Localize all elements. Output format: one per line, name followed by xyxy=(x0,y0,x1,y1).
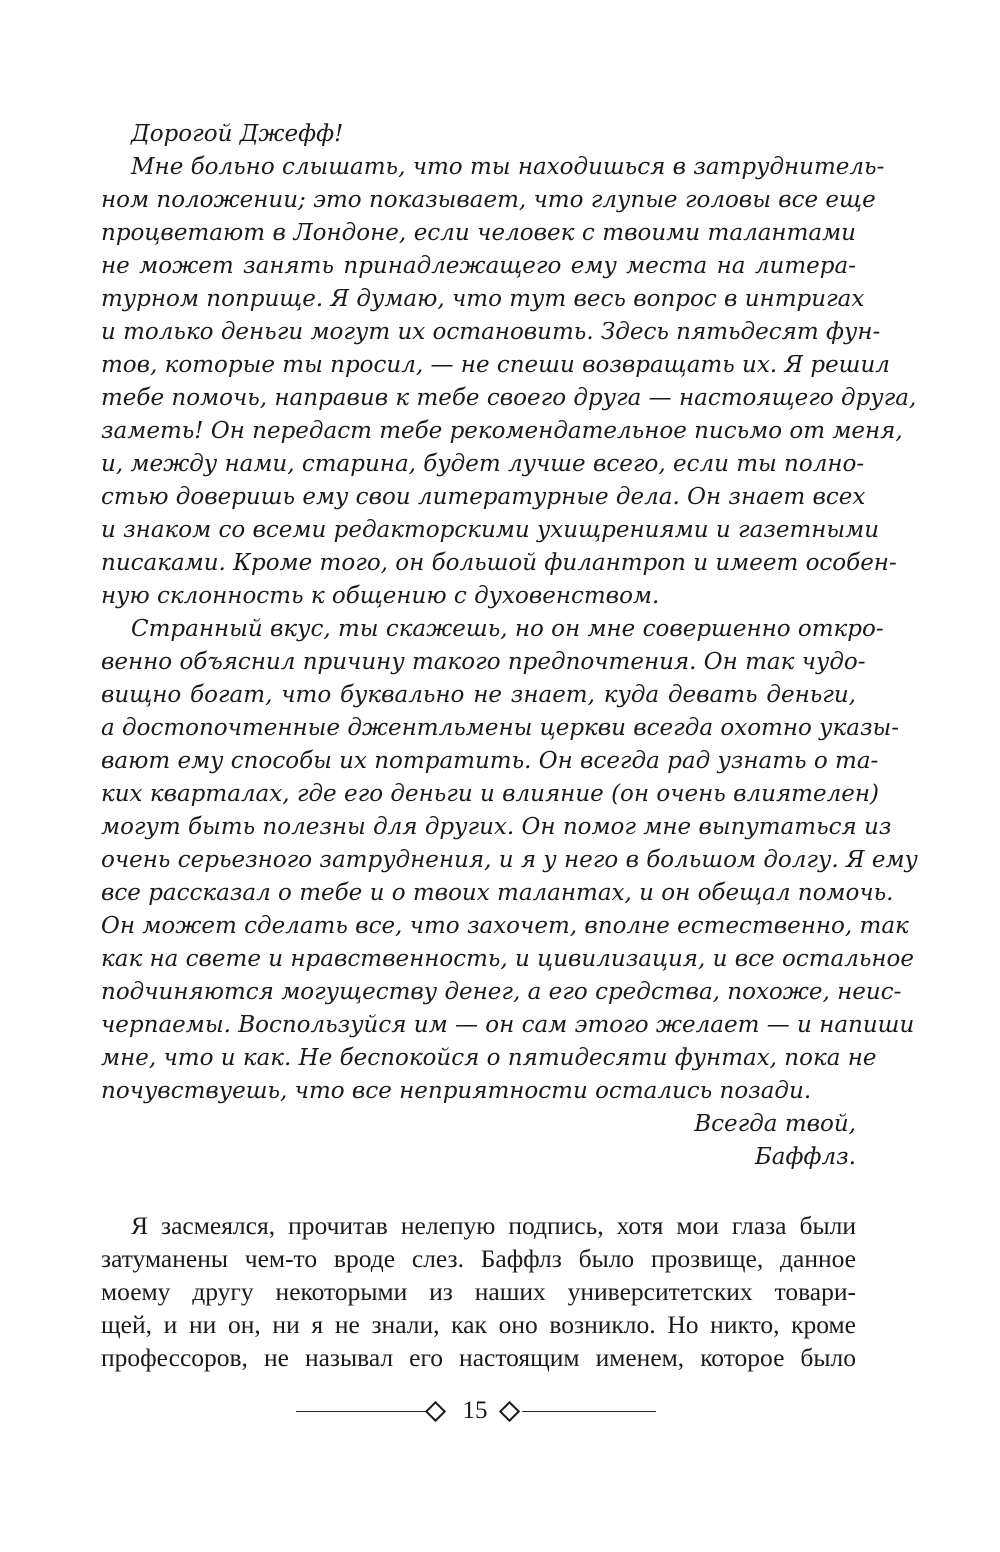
text-line: профессоров, не называл его настоящим именем, которое было xyxy=(101,1343,856,1372)
text-line: венно объяснил причину такого предпочтения. Он так чудо- xyxy=(101,649,866,675)
text-line: стью доверишь ему свои литературные дела. Он знает всех xyxy=(101,484,866,510)
letter-closing: Всегда твой, xyxy=(694,1111,856,1137)
letter-paragraph-1 xyxy=(101,151,917,613)
text-line: тов, которые ты просил, — не спеши возвращать их. Я решил xyxy=(101,352,890,378)
text-line: Странный вкус, ты скажешь, но он мне совершенно откро- xyxy=(131,616,884,642)
text-line: моему другу некоторыми из наших университетских товари- xyxy=(101,1277,856,1306)
text-line: мне, что и как. Не беспокойся о пятидесяти фунтах, пока не xyxy=(101,1045,877,1071)
page-footer xyxy=(0,1394,1000,1430)
text-line: затуманены чем-то вроде слез. Баффлз было прозвище, данное xyxy=(101,1244,856,1273)
text-line: процветают в Лондоне, если человек с твоими талантами xyxy=(101,220,856,246)
text-line: очень серьезного затруднения, и я у него в большом долгу. Я ему xyxy=(101,847,918,873)
text-line: ких кварталах, где его деньги и влияние (он очень влиятелен) xyxy=(101,781,879,807)
text-line: щей, и ни он, ни я не знали, как оно возникло. Но никто, кроме xyxy=(101,1310,856,1339)
text-line: почувствуешь, что все неприятности остались позади. xyxy=(101,1078,812,1104)
text-line: писаками. Кроме того, он большой филантроп и имеет особен- xyxy=(101,550,897,576)
footer-rule-right xyxy=(522,1411,656,1412)
text-line: и, между нами, старина, будет лучше всего, если ты полно- xyxy=(101,451,865,477)
text-line: ную склонность к общению с духовенством. xyxy=(101,583,660,609)
text-line: и только деньги могут их остановить. Здесь пятьдесят фун- xyxy=(101,319,881,345)
letter-signature: Баффлз. xyxy=(754,1144,856,1170)
text-line: как на свете и нравственность, и цивилизация, и все остальное xyxy=(101,946,914,972)
text-line: Он может сделать все, что захочет, вполне естественно, так xyxy=(101,913,909,939)
footer-rule-left xyxy=(296,1411,426,1412)
narrative-paragraph xyxy=(101,1209,856,1374)
text-line: могут быть полезны для других. Он помог мне выпутаться из xyxy=(101,814,892,840)
page-number: 15 xyxy=(462,1397,488,1424)
diamond-ornament-icon xyxy=(425,1401,446,1422)
text-line: Я засмеялся, прочитав нелепую подпись, хотя мои глаза были xyxy=(131,1211,856,1240)
page-text xyxy=(101,118,918,1374)
text-line: а достопочтенные джентльмены церкви всегда охотно указы- xyxy=(101,715,900,741)
text-line: турном поприще. Я думаю, что тут весь вопрос в интригах xyxy=(101,286,865,312)
text-line: вают ему способы их потратить. Он всегда рад узнать о та- xyxy=(101,748,879,774)
text-line: тебе помочь, направив к тебе своего друга — настоящего друга, xyxy=(101,385,917,411)
text-line: не может занять принадлежащего ему места на литера- xyxy=(101,253,856,279)
section-gap xyxy=(101,1174,856,1209)
text-line: Мне больно слышать, что ты находишься в затруднитель- xyxy=(131,154,885,180)
text-line: заметь! Он передаст тебе рекомендательное письмо от меня, xyxy=(101,418,903,444)
letter-salutation: Дорогой Джефф! xyxy=(131,121,344,147)
text-line: все рассказал о тебе и о твоих талантах, и он обещал помочь. xyxy=(101,880,894,906)
text-line: и знаком со всеми редакторскими ухищрениями и газетными xyxy=(101,517,880,543)
text-line: ном положении; это показывает, что глупые головы все еще xyxy=(101,187,876,213)
letter-paragraph-2 xyxy=(101,613,918,1108)
text-line: вищно богат, что буквально не знает, куда девать деньги, xyxy=(101,682,856,708)
text-line: черпаемы. Воспользуйся им — он сам этого желает — и напиши xyxy=(101,1012,915,1038)
text-line: подчиняются могуществу денег, а его средства, похоже, неис- xyxy=(101,979,902,1005)
diamond-ornament-icon xyxy=(499,1401,520,1422)
